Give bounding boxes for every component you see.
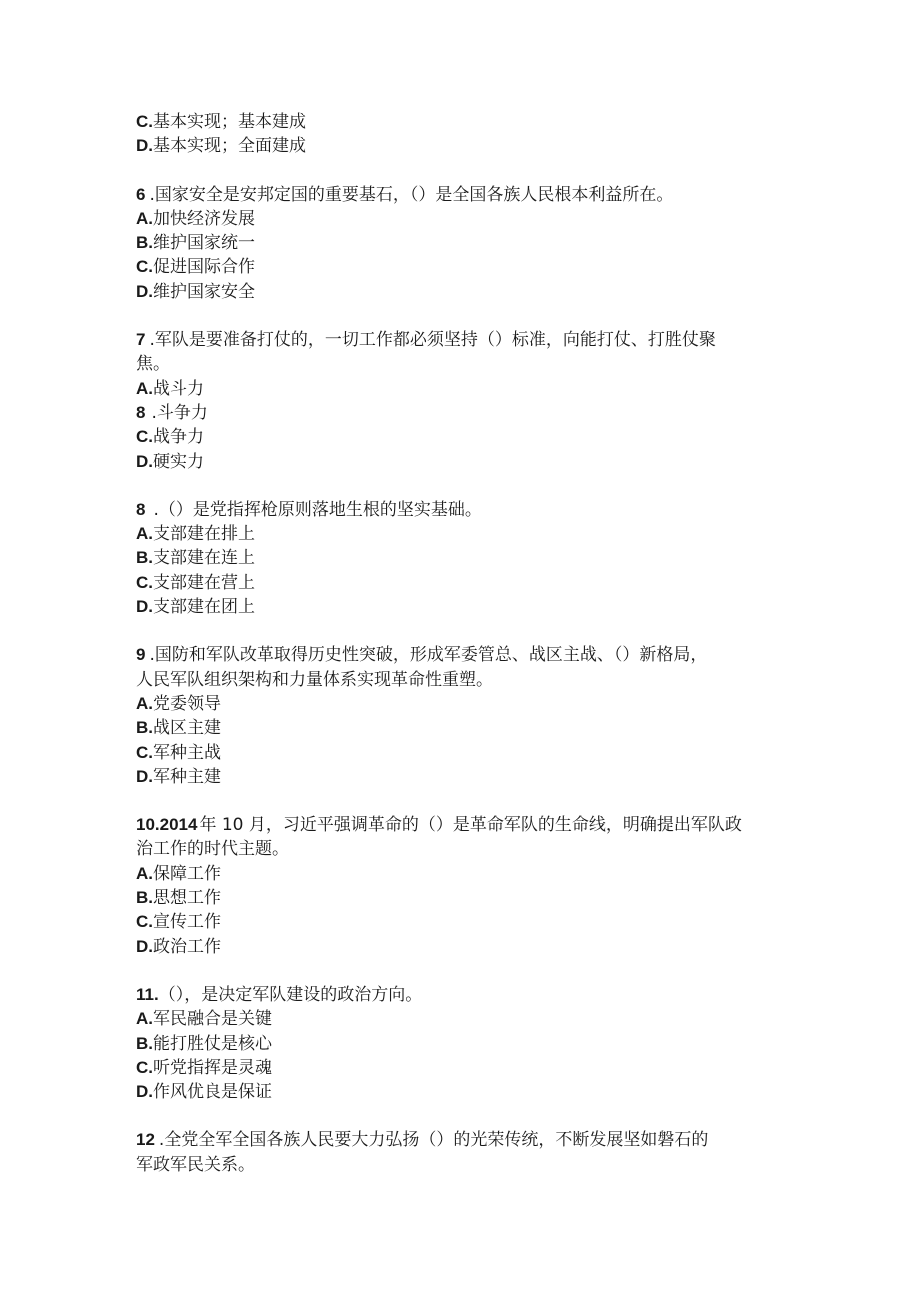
option-d: D.硬实力 bbox=[136, 451, 204, 472]
question-stem: 6 .国家安全是安邦定国的重要基石，（）是全国各族人民根本利益所在。 bbox=[136, 184, 674, 205]
option-a: A.党委领导 bbox=[136, 693, 221, 714]
option-b: 8 .斗争力 bbox=[136, 402, 208, 423]
option-b: B.能打胜仗是核心 bbox=[136, 1033, 272, 1054]
question-stem: 9 .国防和军队改革取得历史性突破，形成军委管总、战区主战、（）新格局， bbox=[136, 645, 708, 666]
question-6 bbox=[136, 183, 816, 304]
option-c: C.听党指挥是灵魂 bbox=[136, 1057, 272, 1078]
option-b: B.维护国家统一 bbox=[136, 233, 255, 254]
option-c: C.基本实现；基本建成 bbox=[136, 112, 306, 132]
option-a: A.支部建在排上 bbox=[136, 524, 255, 545]
question-11 bbox=[136, 983, 816, 1104]
question-stem: 8 .（）是党指挥枪原则落地生根的坚实基础。 bbox=[136, 499, 482, 520]
option-d: D.军种主建 bbox=[136, 766, 221, 787]
option-c: C.促进国际合作 bbox=[136, 257, 255, 278]
question-stem: 11.（），是决定军队建设的政治方向。 bbox=[136, 984, 423, 1005]
question-stem: 10.2014 年 10 月，习近平强调革命的（）是革命军队的生命线，明确提出军队政 bbox=[136, 815, 742, 836]
option-b: B.支部建在连上 bbox=[136, 548, 255, 569]
question-stem-continued: 焦。 bbox=[136, 354, 170, 375]
question-stem-continued: 治工作的时代主题。 bbox=[136, 839, 289, 860]
document-page bbox=[136, 110, 816, 1201]
option-c: C.军种主战 bbox=[136, 742, 221, 763]
option-b: B.思想工作 bbox=[136, 888, 221, 909]
option-d: D.基本实现；全面建成 bbox=[136, 136, 306, 157]
question-5-options-tail bbox=[136, 110, 816, 159]
option-d: D.作风优良是保证 bbox=[136, 1082, 272, 1103]
option-a: A.战斗力 bbox=[136, 378, 204, 399]
option-c: C.宣传工作 bbox=[136, 912, 221, 933]
option-d: D.政治工作 bbox=[136, 936, 221, 957]
question-stem-continued: 人民军队组织架构和力量体系实现革命性重塑。 bbox=[136, 669, 493, 690]
question-9 bbox=[136, 643, 816, 789]
question-12 bbox=[136, 1128, 816, 1177]
question-stem-continued: 军政军民关系。 bbox=[136, 1154, 255, 1175]
option-a: A.加快经济发展 bbox=[136, 208, 255, 229]
question-stem: 12 .全党全军全国各族人民要大力弘扬（）的光荣传统，不断发展坚如磐石的 bbox=[136, 1130, 709, 1151]
question-10 bbox=[136, 813, 816, 959]
option-c: C.战争力 bbox=[136, 427, 204, 448]
option-a: A.保障工作 bbox=[136, 863, 221, 884]
option-b: B.战区主建 bbox=[136, 718, 221, 739]
question-7 bbox=[136, 328, 816, 474]
question-8 bbox=[136, 498, 816, 619]
question-stem: 7 .军队是要准备打仗的，一切工作都必须坚持（）标准，向能打仗、打胜仗聚 bbox=[136, 330, 716, 351]
option-d: D.支部建在团上 bbox=[136, 597, 255, 618]
option-d: D.维护国家安全 bbox=[136, 281, 255, 302]
option-a: A.军民融合是关键 bbox=[136, 1009, 272, 1030]
option-c: C.支部建在营上 bbox=[136, 572, 255, 593]
